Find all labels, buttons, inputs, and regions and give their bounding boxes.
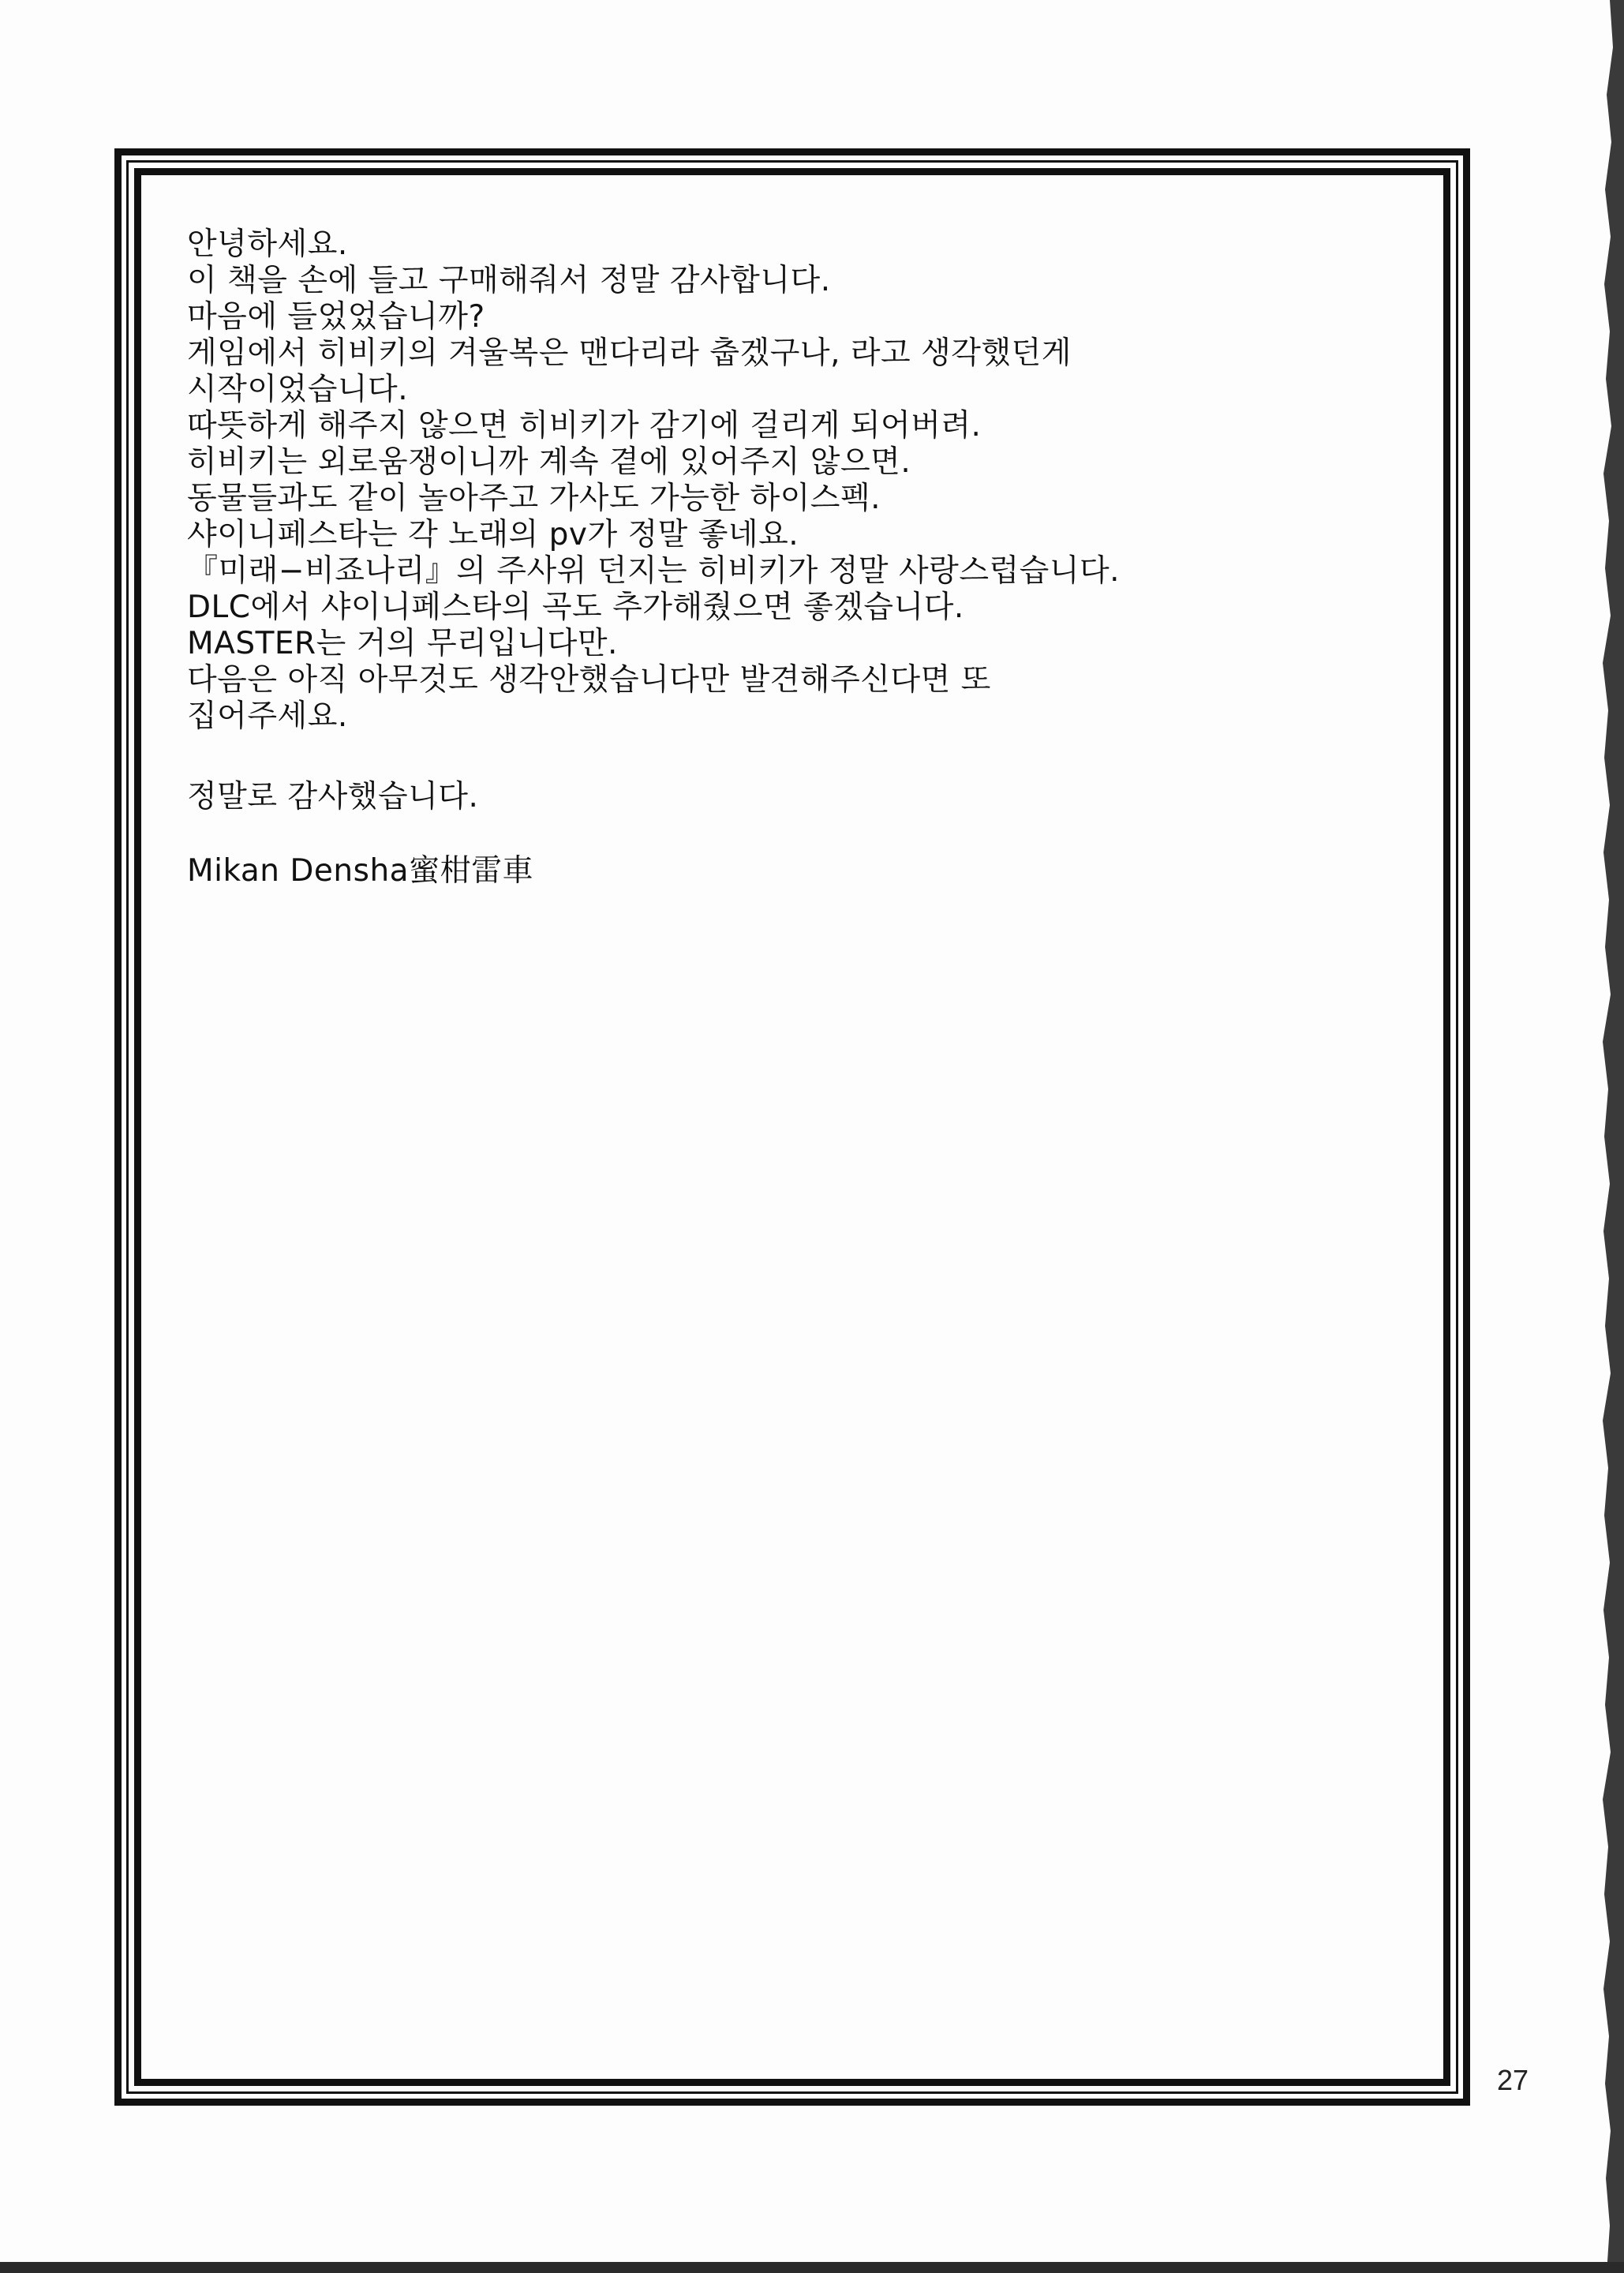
letter-line: 동물들과도 같이 놀아주고 가사도 가능한 하이스펙. bbox=[187, 481, 881, 516]
letter-line: 이 책을 손에 들고 구매해줘서 정말 감사합니다. bbox=[187, 263, 831, 298]
scan-bottom-band bbox=[0, 2262, 1624, 2273]
torn-page-edge bbox=[1589, 0, 1624, 2273]
letter-line: 안녕하세요. bbox=[187, 227, 348, 262]
letter-line: 다음은 아직 아무것도 생각안했습니다만 발견해주신다면 또 bbox=[187, 662, 991, 698]
letter-line: 따뜻하게 해주지 않으면 히비키가 감기에 걸리게 되어버려. bbox=[187, 408, 982, 444]
letter-line: MASTER는 거의 무리입니다만. bbox=[187, 626, 618, 661]
paragraph-gap bbox=[187, 815, 1418, 853]
letter-line: 샤이니페스타는 각 노래의 pv가 정말 좋네요. bbox=[187, 517, 799, 552]
letter-line: 마음에 들었었습니까? bbox=[187, 299, 485, 335]
page-number: 27 bbox=[1497, 2064, 1529, 2096]
letter-line: 시작이었습니다. bbox=[187, 372, 409, 407]
letter-line: 『미래−비죠나리』의 주사위 던지는 히비키가 정말 사랑스럽습니다. bbox=[187, 553, 1121, 589]
letter-line: 게임에서 히비키의 겨울복은 맨다리라 춥겠구나, 라고 생각했던게 bbox=[187, 335, 1072, 371]
author-signature: Mikan Densha蜜柑雷車 bbox=[187, 853, 534, 889]
letter-line: DLC에서 샤이니페스타의 곡도 추가해줬으면 좋겠습니다. bbox=[187, 590, 964, 625]
letter-line: 히비키는 외로움쟁이니까 계속 곁에 있어주지 않으면. bbox=[187, 444, 911, 480]
closing-line: 정말로 감사했습니다. bbox=[187, 779, 479, 814]
afterword-text bbox=[187, 227, 1418, 889]
letter-line: 집어주세요. bbox=[187, 698, 348, 734]
paragraph-gap bbox=[187, 735, 1418, 779]
